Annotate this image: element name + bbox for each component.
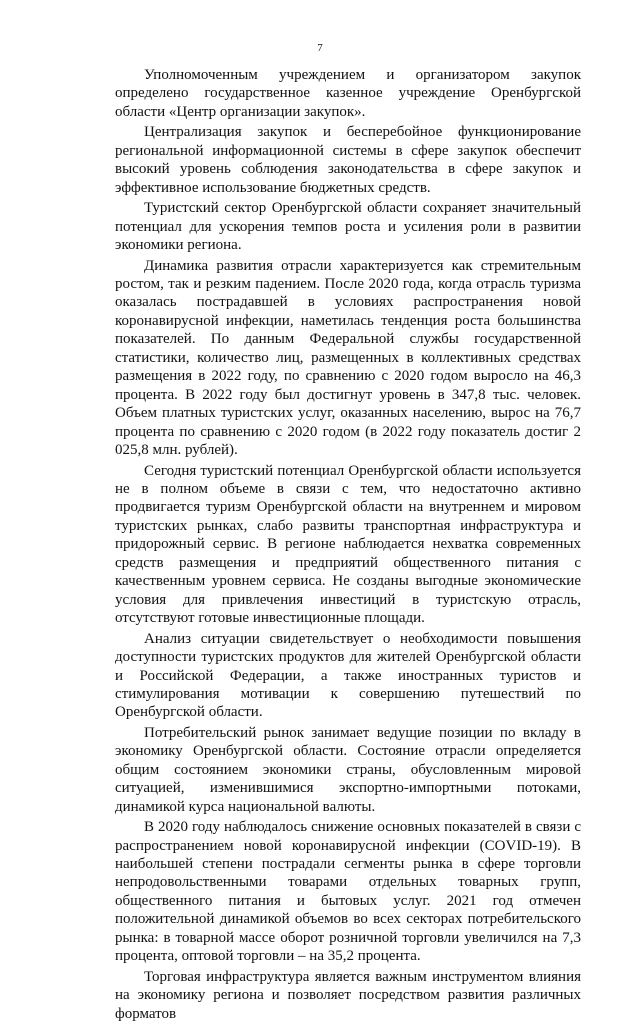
- paragraph-tourism-analysis: Анализ ситуации свидетельствует о необходимости повышения доступности туристских продуктов для жителей Оренбургской области и Российской Федерации, а также иностранных туристов и стимулирования мотивации к совершению путешествий по Оренбургской области.: [115, 630, 581, 721]
- paragraph-tourism-potential: Туристский сектор Оренбургской области сохраняет значительный потенциал для ускорения темпов роста и усиления роли в развитии экономики региона.: [115, 200, 581, 254]
- page-number: 7: [317, 42, 323, 54]
- paragraph-tourism-dynamics: Динамика развития отрасли характеризуется как стремительным ростом, так и резким падением. После 2020 года, когда отрасль туризма оказалась пострадавшей в условиях распространения новой коронавирусной инфекции, наметилась тенденция роста большинства показателей. По данным Федеральной службы государственной статистики, количество лиц, размещенных в коллективных средствах размещения в 2022 году, по сравнению с 2020 годом выросло на 46,3 процента. В 2022 году был достигнут уровень в 347,8 тыс. человек. Объем платных туристских услуг, оказанных населению, вырос на 76,7 процента по сравнению с 2020 годом (в 2022 году показатель достиг 2 025,8 млн. рублей).: [115, 257, 581, 459]
- paragraph-procurement-organizer: Уполномоченным учреждением и организатором закупок определено государственное казенное учреждение Оренбургской области «Центр организации закупок».: [115, 67, 581, 120]
- document-body: [115, 66, 581, 1025]
- paragraph-procurement-centralization: Централизация закупок и бесперебойное функционирование региональной информационной системы в сфере закупок обеспечит высокий уровень соблюдения законодательства в сфере закупок и эффективное использование бюджетных средств.: [115, 124, 581, 196]
- paragraph-covid-impact: В 2020 году наблюдалось снижение основных показателей в связи с распространением новой коронавирусной инфекции (COVID-19). В наибольшей степени пострадали сегменты рынка в сфере торговли непродовольственными товарами отдельных товарных групп, общественного питания и бытовых услуг. 2021 год отмечен положительной динамикой объемов во всех секторах потребительского рынка: в товарной массе оборот розничной торговли увеличился на 7,3 процента, оптовой торговли – на 35,2 процента.: [115, 819, 581, 965]
- paragraph-consumer-market: Потребительский рынок занимает ведущие позиции по вкладу в экономику Оренбургской области. Состояние отрасли определяется общим состоянием экономики страны, обусловленным мировой ситуацией, изменившимися экспортно-импортными потоками, динамикой курса национальной валюты.: [115, 724, 581, 815]
- paragraph-trade-infrastructure: Торговая инфраструктура является важным инструментом влияния на экономику региона и позволяет посредством развития различных форматов: [115, 968, 581, 1022]
- paragraph-tourism-problems: Сегодня туристский потенциал Оренбургской области используется не в полном объеме в связи с тем, что недостаточно активно продвигается туризм Оренбургской области на внутреннем и мировом туристских рынках, слабо развиты транспортная инфраструктура и придорожный сервис. В регионе наблюдается нехватка современных средств размещения и предприятий общественного питания с качественным уровнем сервиса. Не созданы выгодные экономические условия для привлечения инвестиций в туристскую отрасль, отсутствуют готовые инвестиционные площади.: [115, 462, 581, 627]
